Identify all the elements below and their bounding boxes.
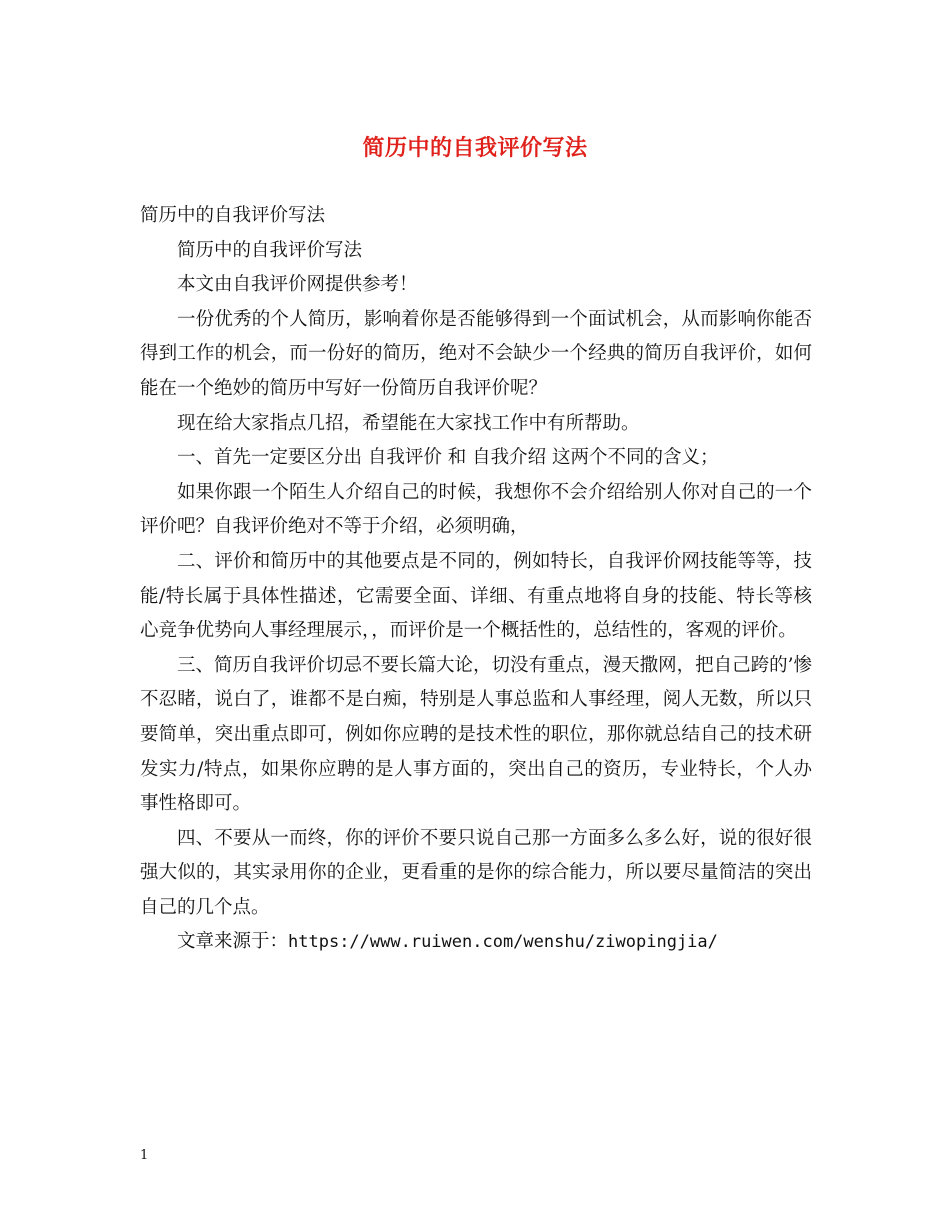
paragraph-intro: 本文由自我评价网提供参考！ [177, 274, 418, 296]
paragraph-tips-intro: 现在给大家指点几招，希望能在大家找工作中有所帮助。 [177, 412, 640, 434]
paragraph-tip-two: 二、评价和简历中的其他要点是不同的，例如特长，自我评价网技能等等，技能/特长属于具体性描述，它需要全面、详细、有重点地将自身的技能、特长等核心竞争优势向人事经理展示，，而评价是一个概括性的，总结性的，客观的评价。 [140, 550, 812, 642]
source-url: https://www.ruiwen.com/wenshu/ziwopingjia/ [288, 932, 718, 953]
source-label: 文章来源于： [177, 931, 289, 953]
paragraph-resume-importance: 一份优秀的个人简历，影响着你是否能够得到一个面试机会，从而影响你能否得到工作的机会，而一份好的简历，绝对不会缺少一个经典的简历自我评价，如何能在一个绝妙的简历中写好一份简历自我评价呢？ [140, 308, 812, 399]
paragraph-subheading: 简历中的自我评价写法 [177, 239, 363, 261]
paragraph-heading: 简历中的自我评价写法 [140, 205, 326, 226]
paragraph-tip-three: 三、简历自我评价切忌不要长篇大论，切没有重点，漫天撒网，把自己跨的’惨不忍睹，说白了，谁都不是白痴，特别是人事总监和人事经理，阅人无数，所以只要简单，突出重点即可，例如你应聘的是技术性的职位，那你就总结自己的技术研发实力/特点，如果你应聘的是人事方面的，突出自己的资历，专业特长，个人办事性格即可。 [140, 654, 812, 815]
page-number: 1 [140, 1148, 149, 1163]
document-title: 简历中的自我评价写法 [362, 135, 588, 161]
paragraph-tip-four: 四、不要从一而终，你的评价不要只说自己那一方面多么多么好，说的很好很强大似的，其实录用你的企业，更看重的是你的综合能力，所以要尽量简洁的突出自己的几个点。 [140, 827, 812, 918]
document-body [140, 199, 812, 960]
paragraph-tip-one-detail: 如果你跟一个陌生人介绍自己的时候，我想你不会介绍给别人你对自己的一个评价吧？自我评价绝对不等于介绍，必须明确， [140, 481, 812, 538]
paragraph-source [140, 925, 812, 960]
paragraph-tip-one: 一、首先一定要区分出 自我评价 和 自我介绍 这两个不同的含义； [177, 447, 719, 469]
